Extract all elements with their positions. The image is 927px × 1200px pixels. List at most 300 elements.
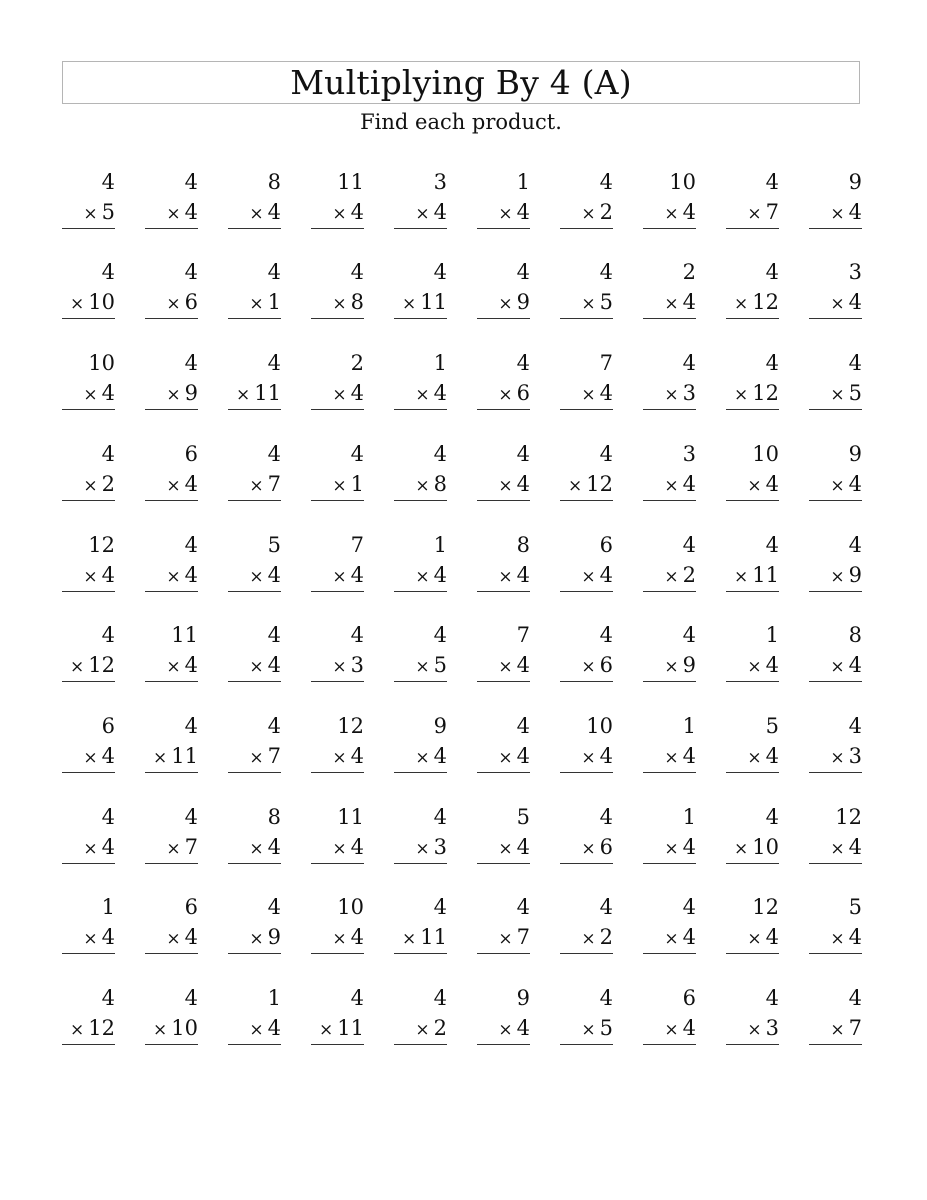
multiplier: 4 <box>350 925 364 949</box>
times-sign: × <box>166 204 181 224</box>
multiplicand: 4 <box>765 351 779 375</box>
multiplier: 4 <box>765 744 779 768</box>
multiplicand: 4 <box>433 442 447 466</box>
times-sign: × <box>166 294 181 314</box>
answer-line <box>477 409 530 410</box>
answer-line <box>311 318 364 319</box>
multiplier: 4 <box>433 200 447 224</box>
multiplier-row <box>332 200 364 226</box>
multiplier: 4 <box>516 653 530 677</box>
multiplicand: 4 <box>848 986 862 1010</box>
answer-line <box>228 953 281 954</box>
problem-8-8 <box>643 805 696 869</box>
times-sign: × <box>498 1020 513 1040</box>
multiplier: 5 <box>599 1016 613 1040</box>
multiplier-row <box>415 744 447 770</box>
multiplicand: 4 <box>516 260 530 284</box>
answer-line <box>145 318 198 319</box>
answer-line <box>62 953 115 954</box>
multiplier-row <box>747 1016 779 1042</box>
multiplicand: 6 <box>184 895 198 919</box>
multiplier-row <box>415 835 447 861</box>
multiplier-row <box>332 472 364 498</box>
multiplicand: 4 <box>848 714 862 738</box>
problem-6-5 <box>394 623 447 687</box>
problem-3-2 <box>145 351 198 415</box>
multiplicand: 3 <box>682 442 696 466</box>
multiplier-row <box>70 653 115 679</box>
times-sign: × <box>415 839 430 859</box>
problem-10-2 <box>145 986 198 1050</box>
problem-3-4 <box>311 351 364 415</box>
times-sign: × <box>830 567 845 587</box>
multiplier-row <box>83 381 115 407</box>
multiplicand: 4 <box>516 895 530 919</box>
multiplier-row <box>498 653 530 679</box>
answer-line <box>145 500 198 501</box>
answer-line <box>809 591 862 592</box>
multiplier: 4 <box>267 1016 281 1040</box>
multiplicand: 4 <box>267 260 281 284</box>
multiplier: 1 <box>267 290 281 314</box>
multiplicand: 4 <box>765 533 779 557</box>
answer-line <box>726 500 779 501</box>
problem-1-2 <box>145 170 198 234</box>
times-sign: × <box>319 1020 334 1040</box>
answer-line <box>809 500 862 501</box>
times-sign: × <box>581 929 596 949</box>
answer-line <box>560 953 613 954</box>
multiplier: 7 <box>848 1016 862 1040</box>
times-sign: × <box>747 476 762 496</box>
answer-line <box>643 318 696 319</box>
problem-7-1 <box>62 714 115 778</box>
answer-line <box>477 681 530 682</box>
multiplier: 7 <box>516 925 530 949</box>
times-sign: × <box>332 476 347 496</box>
times-sign: × <box>830 929 845 949</box>
answer-line <box>643 772 696 773</box>
answer-line <box>145 953 198 954</box>
multiplier-row <box>581 290 613 316</box>
multiplier-row <box>830 563 862 589</box>
multiplicand: 12 <box>337 714 364 738</box>
answer-line <box>62 228 115 229</box>
multiplier: 5 <box>848 381 862 405</box>
multiplicand: 4 <box>599 805 613 829</box>
times-sign: × <box>581 839 596 859</box>
times-sign: × <box>415 657 430 677</box>
multiplier: 9 <box>184 381 198 405</box>
multiplicand: 10 <box>337 895 364 919</box>
multiplicand: 5 <box>267 533 281 557</box>
answer-line <box>311 863 364 864</box>
problem-10-6 <box>477 986 530 1050</box>
multiplicand: 4 <box>350 986 364 1010</box>
worksheet-instruction: Find each product. <box>360 110 562 134</box>
multiplicand: 4 <box>516 714 530 738</box>
multiplier-row <box>581 653 613 679</box>
multiplicand: 4 <box>516 351 530 375</box>
times-sign: × <box>830 385 845 405</box>
answer-line <box>228 228 281 229</box>
times-sign: × <box>830 748 845 768</box>
problem-9-4 <box>311 895 364 959</box>
multiplicand: 1 <box>765 623 779 647</box>
answer-line <box>311 228 364 229</box>
multiplicand: 7 <box>599 351 613 375</box>
times-sign: × <box>415 748 430 768</box>
times-sign: × <box>166 476 181 496</box>
multiplier: 3 <box>350 653 364 677</box>
problem-3-1 <box>62 351 115 415</box>
multiplier: 12 <box>752 381 779 405</box>
multiplier-row <box>747 925 779 951</box>
multiplicand: 4 <box>682 895 696 919</box>
problem-5-10 <box>809 533 862 597</box>
multiplier: 4 <box>682 744 696 768</box>
multiplier-row <box>166 835 198 861</box>
multiplier: 4 <box>433 563 447 587</box>
multiplier: 7 <box>184 835 198 859</box>
answer-line <box>62 863 115 864</box>
problem-1-6 <box>477 170 530 234</box>
answer-line <box>560 318 613 319</box>
problem-4-6 <box>477 442 530 506</box>
multiplier-row <box>664 744 696 770</box>
times-sign: × <box>734 385 749 405</box>
answer-line <box>726 772 779 773</box>
answer-line <box>643 228 696 229</box>
answer-line <box>809 409 862 410</box>
multiplier: 9 <box>848 563 862 587</box>
answer-line <box>726 681 779 682</box>
multiplier-row <box>332 835 364 861</box>
problem-8-2 <box>145 805 198 869</box>
problem-10-8 <box>643 986 696 1050</box>
multiplicand: 9 <box>516 986 530 1010</box>
multiplier-row <box>664 653 696 679</box>
problem-10-5 <box>394 986 447 1050</box>
multiplicand: 4 <box>184 805 198 829</box>
answer-line <box>809 1044 862 1045</box>
answer-line <box>145 863 198 864</box>
multiplier-row <box>153 744 198 770</box>
multiplicand: 10 <box>88 351 115 375</box>
multiplier-row <box>332 290 364 316</box>
multiplier-row <box>581 200 613 226</box>
problem-6-9 <box>726 623 779 687</box>
times-sign: × <box>830 657 845 677</box>
problem-1-5 <box>394 170 447 234</box>
multiplicand: 1 <box>682 805 696 829</box>
times-sign: × <box>249 204 264 224</box>
multiplier-row <box>249 290 281 316</box>
problem-4-4 <box>311 442 364 506</box>
answer-line <box>643 591 696 592</box>
multiplicand: 4 <box>433 895 447 919</box>
answer-line <box>394 591 447 592</box>
multiplier-row <box>498 381 530 407</box>
answer-line <box>726 318 779 319</box>
multiplier-row <box>83 472 115 498</box>
multiplicand: 11 <box>337 170 364 194</box>
answer-line <box>145 772 198 773</box>
multiplier: 10 <box>752 835 779 859</box>
problem-9-7 <box>560 895 613 959</box>
multiplier-row <box>498 925 530 951</box>
answer-line <box>394 681 447 682</box>
multiplicand: 4 <box>765 805 779 829</box>
times-sign: × <box>747 748 762 768</box>
problem-2-2 <box>145 260 198 324</box>
multiplier-row <box>664 835 696 861</box>
multiplier-row <box>498 835 530 861</box>
multiplier: 4 <box>184 563 198 587</box>
multiplicand: 4 <box>599 986 613 1010</box>
times-sign: × <box>153 748 168 768</box>
multiplier-row <box>498 200 530 226</box>
multiplier-row <box>83 835 115 861</box>
answer-line <box>726 228 779 229</box>
problem-2-7 <box>560 260 613 324</box>
times-sign: × <box>664 657 679 677</box>
times-sign: × <box>166 929 181 949</box>
multiplier: 4 <box>848 200 862 224</box>
multiplier: 5 <box>599 290 613 314</box>
times-sign: × <box>498 748 513 768</box>
multiplier-row <box>249 653 281 679</box>
multiplier: 11 <box>254 381 281 405</box>
answer-line <box>726 591 779 592</box>
multiplier-row <box>70 290 115 316</box>
multiplier-row <box>830 835 862 861</box>
answer-line <box>62 318 115 319</box>
multiplier: 5 <box>433 653 447 677</box>
multiplier-row <box>166 290 198 316</box>
times-sign: × <box>664 476 679 496</box>
multiplicand: 4 <box>433 986 447 1010</box>
answer-line <box>62 772 115 773</box>
answer-line <box>560 681 613 682</box>
problem-5-6 <box>477 533 530 597</box>
multiplier: 11 <box>752 563 779 587</box>
times-sign: × <box>498 929 513 949</box>
problem-1-3 <box>228 170 281 234</box>
multiplier-row <box>664 290 696 316</box>
multiplicand: 4 <box>184 351 198 375</box>
multiplier-row <box>249 744 281 770</box>
times-sign: × <box>332 385 347 405</box>
multiplier-row <box>581 1016 613 1042</box>
multiplier: 4 <box>350 200 364 224</box>
multiplicand: 4 <box>599 623 613 647</box>
multiplier: 4 <box>848 472 862 496</box>
multiplier: 7 <box>267 472 281 496</box>
multiplier-row <box>664 200 696 226</box>
answer-line <box>311 953 364 954</box>
problem-8-4 <box>311 805 364 869</box>
multiplier: 11 <box>420 925 447 949</box>
problem-9-5 <box>394 895 447 959</box>
multiplicand: 4 <box>433 260 447 284</box>
multiplier: 8 <box>433 472 447 496</box>
multiplier-row <box>498 563 530 589</box>
times-sign: × <box>83 476 98 496</box>
multiplicand: 4 <box>848 351 862 375</box>
times-sign: × <box>830 839 845 859</box>
times-sign: × <box>83 567 98 587</box>
problem-1-1 <box>62 170 115 234</box>
multiplicand: 5 <box>765 714 779 738</box>
problem-8-7 <box>560 805 613 869</box>
multiplicand: 7 <box>516 623 530 647</box>
multiplier: 6 <box>184 290 198 314</box>
multiplier-row <box>664 563 696 589</box>
times-sign: × <box>498 839 513 859</box>
answer-line <box>62 409 115 410</box>
problem-7-10 <box>809 714 862 778</box>
multiplier: 4 <box>682 200 696 224</box>
problem-5-8 <box>643 533 696 597</box>
multiplicand: 4 <box>765 170 779 194</box>
multiplier: 4 <box>682 835 696 859</box>
multiplier: 4 <box>350 835 364 859</box>
multiplier: 11 <box>420 290 447 314</box>
multiplicand: 6 <box>184 442 198 466</box>
problem-6-6 <box>477 623 530 687</box>
multiplicand: 1 <box>101 895 115 919</box>
times-sign: × <box>415 204 430 224</box>
multiplier-row <box>166 472 198 498</box>
problem-7-9 <box>726 714 779 778</box>
multiplier: 4 <box>184 653 198 677</box>
multiplicand: 6 <box>599 533 613 557</box>
times-sign: × <box>332 204 347 224</box>
multiplicand: 4 <box>101 986 115 1010</box>
times-sign: × <box>734 294 749 314</box>
problem-9-1 <box>62 895 115 959</box>
problem-4-7 <box>560 442 613 506</box>
problem-2-3 <box>228 260 281 324</box>
multiplicand: 4 <box>267 623 281 647</box>
multiplier: 4 <box>101 835 115 859</box>
multiplier: 4 <box>599 381 613 405</box>
answer-line <box>394 863 447 864</box>
multiplier-row <box>166 925 198 951</box>
times-sign: × <box>581 567 596 587</box>
answer-line <box>228 591 281 592</box>
multiplier-row <box>236 381 281 407</box>
multiplier: 1 <box>350 472 364 496</box>
answer-line <box>477 1044 530 1045</box>
multiplier-row <box>415 200 447 226</box>
answer-line <box>726 1044 779 1045</box>
multiplier-row <box>83 563 115 589</box>
answer-line <box>560 409 613 410</box>
multiplier: 4 <box>516 744 530 768</box>
multiplicand: 4 <box>184 170 198 194</box>
multiplier-row <box>734 563 779 589</box>
problem-2-9 <box>726 260 779 324</box>
multiplier-row <box>664 381 696 407</box>
multiplicand: 4 <box>599 442 613 466</box>
problem-3-5 <box>394 351 447 415</box>
answer-line <box>228 863 281 864</box>
multiplier: 9 <box>682 653 696 677</box>
multiplier-row <box>166 653 198 679</box>
multiplicand: 12 <box>835 805 862 829</box>
multiplier: 9 <box>516 290 530 314</box>
answer-line <box>62 681 115 682</box>
multiplier: 6 <box>599 835 613 859</box>
multiplier-row <box>249 200 281 226</box>
multiplier: 4 <box>682 925 696 949</box>
problem-5-3 <box>228 533 281 597</box>
multiplier: 4 <box>184 925 198 949</box>
multiplier: 12 <box>752 290 779 314</box>
times-sign: × <box>402 929 417 949</box>
problem-6-3 <box>228 623 281 687</box>
times-sign: × <box>664 385 679 405</box>
times-sign: × <box>70 1020 85 1040</box>
answer-line <box>643 953 696 954</box>
times-sign: × <box>830 476 845 496</box>
answer-line <box>394 500 447 501</box>
multiplier-row <box>830 744 862 770</box>
multiplier-row <box>747 653 779 679</box>
multiplicand: 9 <box>433 714 447 738</box>
multiplier-row <box>830 381 862 407</box>
multiplicand: 2 <box>350 351 364 375</box>
problem-3-8 <box>643 351 696 415</box>
problem-8-6 <box>477 805 530 869</box>
problem-8-5 <box>394 805 447 869</box>
problem-6-8 <box>643 623 696 687</box>
multiplicand: 4 <box>682 623 696 647</box>
multiplier: 6 <box>599 653 613 677</box>
problem-9-10 <box>809 895 862 959</box>
problem-8-1 <box>62 805 115 869</box>
times-sign: × <box>249 476 264 496</box>
answer-line <box>228 681 281 682</box>
multiplier: 10 <box>171 1016 198 1040</box>
answer-line <box>809 228 862 229</box>
problem-4-1 <box>62 442 115 506</box>
multiplicand: 4 <box>101 170 115 194</box>
problem-8-3 <box>228 805 281 869</box>
times-sign: × <box>249 657 264 677</box>
times-sign: × <box>568 476 583 496</box>
times-sign: × <box>249 1020 264 1040</box>
answer-line <box>477 772 530 773</box>
multiplicand: 4 <box>599 170 613 194</box>
answer-line <box>394 1044 447 1045</box>
multiplier-row <box>415 472 447 498</box>
times-sign: × <box>830 1020 845 1040</box>
multiplicand: 4 <box>184 260 198 284</box>
multiplier-row <box>830 653 862 679</box>
multiplier-row <box>332 925 364 951</box>
problem-1-9 <box>726 170 779 234</box>
problem-2-4 <box>311 260 364 324</box>
multiplicand: 12 <box>88 533 115 557</box>
multiplicand: 4 <box>682 351 696 375</box>
problem-10-7 <box>560 986 613 1050</box>
answer-line <box>228 772 281 773</box>
multiplicand: 4 <box>267 351 281 375</box>
answer-line <box>228 1044 281 1045</box>
